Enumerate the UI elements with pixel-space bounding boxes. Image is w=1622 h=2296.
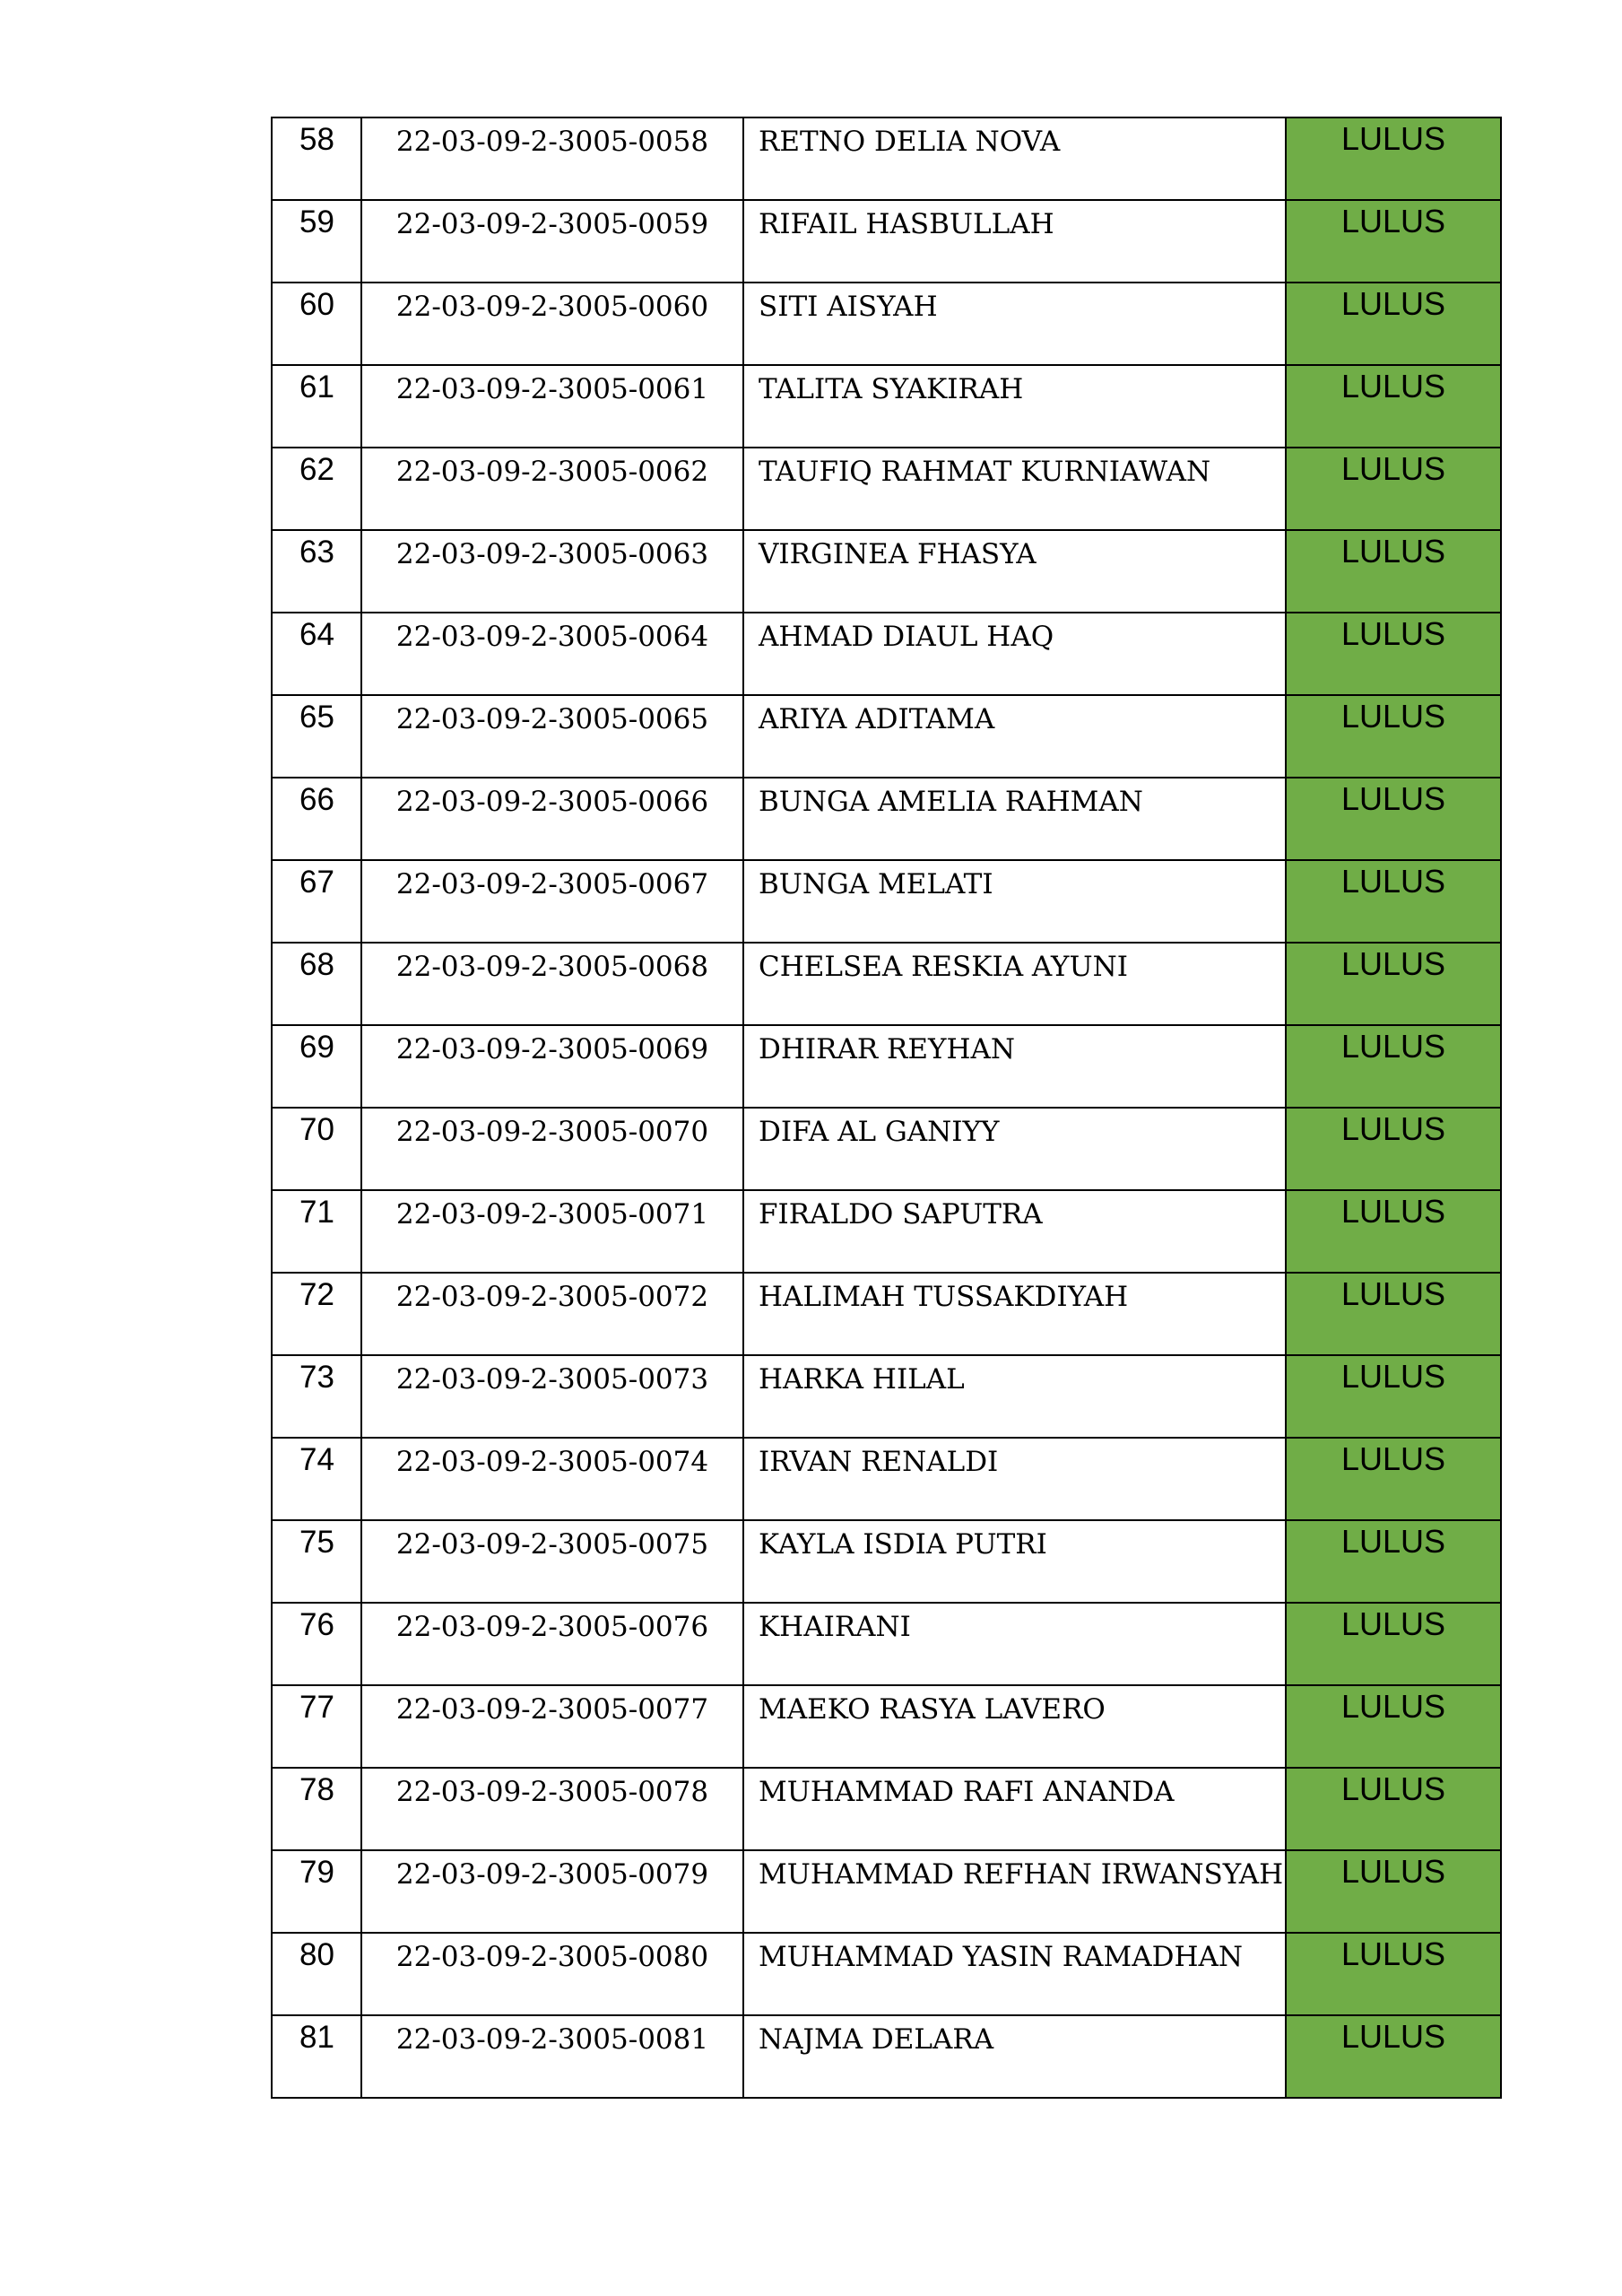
registration-number-cell: 22-03-09-2-3005-0064 [361, 613, 743, 695]
row-number-cell: 81 [272, 2015, 361, 2098]
registration-number-cell: 22-03-09-2-3005-0065 [361, 695, 743, 778]
row-number-cell: 66 [272, 778, 361, 860]
row-number-cell: 75 [272, 1520, 361, 1603]
status-cell: LULUS [1286, 1108, 1501, 1190]
status-cell: LULUS [1286, 613, 1501, 695]
student-name-cell: DHIRAR REYHAN [743, 1025, 1286, 1108]
table-row [272, 1355, 1501, 1438]
student-name-cell: HARKA HILAL [743, 1355, 1286, 1438]
registration-number-cell: 22-03-09-2-3005-0077 [361, 1685, 743, 1768]
row-number-cell: 58 [272, 117, 361, 200]
status-cell: LULUS [1286, 1438, 1501, 1520]
registration-number-cell: 22-03-09-2-3005-0066 [361, 778, 743, 860]
row-number-cell: 78 [272, 1768, 361, 1850]
student-name-cell: MUHAMMAD RAFI ANANDA [743, 1768, 1286, 1850]
student-name-cell: NAJMA DELARA [743, 2015, 1286, 2098]
row-number-cell: 74 [272, 1438, 361, 1520]
status-cell: LULUS [1286, 1603, 1501, 1685]
row-number-cell: 79 [272, 1850, 361, 1933]
row-number-cell: 72 [272, 1273, 361, 1355]
registration-number-cell: 22-03-09-2-3005-0073 [361, 1355, 743, 1438]
student-name-cell: AHMAD DIAUL HAQ [743, 613, 1286, 695]
student-name-cell: FIRALDO SAPUTRA [743, 1190, 1286, 1273]
registration-number-cell: 22-03-09-2-3005-0061 [361, 365, 743, 448]
table-row [272, 283, 1501, 365]
status-cell: LULUS [1286, 1850, 1501, 1933]
table-row [272, 2015, 1501, 2098]
status-cell: LULUS [1286, 283, 1501, 365]
student-name-cell: DIFA AL GANIYY [743, 1108, 1286, 1190]
table-row [272, 1025, 1501, 1108]
row-number-cell: 68 [272, 943, 361, 1025]
row-number-cell: 67 [272, 860, 361, 943]
student-name-cell: BUNGA AMELIA RAHMAN [743, 778, 1286, 860]
table-row [272, 1603, 1501, 1685]
registration-number-cell: 22-03-09-2-3005-0067 [361, 860, 743, 943]
row-number-cell: 71 [272, 1190, 361, 1273]
registration-number-cell: 22-03-09-2-3005-0071 [361, 1190, 743, 1273]
status-cell: LULUS [1286, 1273, 1501, 1355]
row-number-cell: 61 [272, 365, 361, 448]
row-number-cell: 77 [272, 1685, 361, 1768]
table-row [272, 1273, 1501, 1355]
registration-number-cell: 22-03-09-2-3005-0068 [361, 943, 743, 1025]
row-number-cell: 73 [272, 1355, 361, 1438]
registration-number-cell: 22-03-09-2-3005-0075 [361, 1520, 743, 1603]
row-number-cell: 65 [272, 695, 361, 778]
status-cell: LULUS [1286, 860, 1501, 943]
row-number-cell: 60 [272, 283, 361, 365]
status-cell: LULUS [1286, 117, 1501, 200]
student-name-cell: BUNGA MELATI [743, 860, 1286, 943]
table-row [272, 1768, 1501, 1850]
table-row [272, 695, 1501, 778]
student-name-cell: MUHAMMAD YASIN RAMADHAN [743, 1933, 1286, 2015]
student-name-cell: VIRGINEA FHASYA [743, 530, 1286, 613]
status-cell: LULUS [1286, 1355, 1501, 1438]
table-row [272, 117, 1501, 200]
table-row [272, 200, 1501, 283]
status-cell: LULUS [1286, 448, 1501, 530]
student-name-cell: TALITA SYAKIRAH [743, 365, 1286, 448]
table-row [272, 1190, 1501, 1273]
table-row [272, 943, 1501, 1025]
status-cell: LULUS [1286, 2015, 1501, 2098]
table-row [272, 1850, 1501, 1933]
row-number-cell: 76 [272, 1603, 361, 1685]
registration-number-cell: 22-03-09-2-3005-0063 [361, 530, 743, 613]
student-name-cell: CHELSEA RESKIA AYUNI [743, 943, 1286, 1025]
status-cell: LULUS [1286, 1768, 1501, 1850]
registration-number-cell: 22-03-09-2-3005-0072 [361, 1273, 743, 1355]
status-cell: LULUS [1286, 943, 1501, 1025]
table-row [272, 1933, 1501, 2015]
table-row [272, 530, 1501, 613]
status-cell: LULUS [1286, 1190, 1501, 1273]
registration-number-cell: 22-03-09-2-3005-0070 [361, 1108, 743, 1190]
registration-number-cell: 22-03-09-2-3005-0081 [361, 2015, 743, 2098]
student-name-cell: RIFAIL HASBULLAH [743, 200, 1286, 283]
registration-number-cell: 22-03-09-2-3005-0060 [361, 283, 743, 365]
registration-number-cell: 22-03-09-2-3005-0062 [361, 448, 743, 530]
student-name-cell: MAEKO RASYA LAVERO [743, 1685, 1286, 1768]
student-name-cell: KAYLA ISDIA PUTRI [743, 1520, 1286, 1603]
results-table [271, 117, 1502, 2099]
status-cell: LULUS [1286, 1933, 1501, 2015]
student-name-cell: MUHAMMAD REFHAN IRWANSYAH [743, 1850, 1286, 1933]
status-cell: LULUS [1286, 1025, 1501, 1108]
row-number-cell: 64 [272, 613, 361, 695]
registration-number-cell: 22-03-09-2-3005-0078 [361, 1768, 743, 1850]
student-name-cell: HALIMAH TUSSAKDIYAH [743, 1273, 1286, 1355]
results-table-body [272, 117, 1501, 2098]
table-row [272, 613, 1501, 695]
student-name-cell: KHAIRANI [743, 1603, 1286, 1685]
table-row [272, 365, 1501, 448]
row-number-cell: 63 [272, 530, 361, 613]
status-cell: LULUS [1286, 1685, 1501, 1768]
student-name-cell: IRVAN RENALDI [743, 1438, 1286, 1520]
student-name-cell: ARIYA ADITAMA [743, 695, 1286, 778]
table-row [272, 448, 1501, 530]
table-row [272, 1685, 1501, 1768]
registration-number-cell: 22-03-09-2-3005-0058 [361, 117, 743, 200]
registration-number-cell: 22-03-09-2-3005-0079 [361, 1850, 743, 1933]
table-row [272, 1108, 1501, 1190]
status-cell: LULUS [1286, 200, 1501, 283]
table-row [272, 1520, 1501, 1603]
row-number-cell: 80 [272, 1933, 361, 2015]
registration-number-cell: 22-03-09-2-3005-0059 [361, 200, 743, 283]
student-name-cell: TAUFIQ RAHMAT KURNIAWAN [743, 448, 1286, 530]
status-cell: LULUS [1286, 530, 1501, 613]
table-row [272, 778, 1501, 860]
registration-number-cell: 22-03-09-2-3005-0074 [361, 1438, 743, 1520]
status-cell: LULUS [1286, 778, 1501, 860]
row-number-cell: 59 [272, 200, 361, 283]
row-number-cell: 62 [272, 448, 361, 530]
registration-number-cell: 22-03-09-2-3005-0080 [361, 1933, 743, 2015]
student-name-cell: SITI AISYAH [743, 283, 1286, 365]
table-row [272, 1438, 1501, 1520]
student-name-cell: RETNO DELIA NOVA [743, 117, 1286, 200]
registration-number-cell: 22-03-09-2-3005-0069 [361, 1025, 743, 1108]
row-number-cell: 69 [272, 1025, 361, 1108]
row-number-cell: 70 [272, 1108, 361, 1190]
status-cell: LULUS [1286, 1520, 1501, 1603]
table-row [272, 860, 1501, 943]
registration-number-cell: 22-03-09-2-3005-0076 [361, 1603, 743, 1685]
status-cell: LULUS [1286, 365, 1501, 448]
status-cell: LULUS [1286, 695, 1501, 778]
